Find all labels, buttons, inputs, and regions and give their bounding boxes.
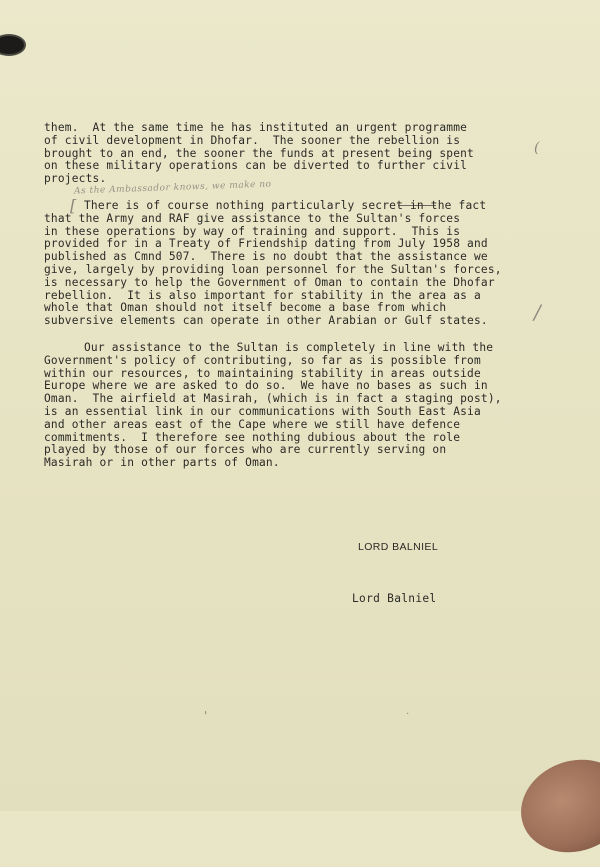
paragraph-3: [44, 342, 514, 470]
text-line: brought to an end, the sooner the funds at present being spent: [44, 146, 474, 160]
punch-hole: [0, 36, 24, 54]
letter-body: [44, 122, 514, 482]
text-line: rebellion. It is also important for stability in the area as a: [44, 288, 481, 302]
text-line: Oman. The airfield at Masirah, (which is in fact a staging post),: [44, 392, 502, 406]
bracket-mark: [: [70, 196, 77, 215]
text-line: Europe where we are asked to do so. We have no bases as such in: [44, 379, 488, 393]
handwritten-annotation: As the Ambassador knows, we make no: [73, 179, 272, 197]
margin-paren-mark: (: [534, 140, 540, 156]
thumb-in-frame: [508, 745, 600, 867]
text-line: is an essential link in our communications with South East Asia: [44, 404, 481, 418]
margin-slash-mark: /: [534, 300, 541, 324]
text-line: them. At the same time he has instituted an urgent programme: [44, 121, 468, 134]
paragraph-1: [44, 122, 514, 186]
text-line: Masirah or in other parts of Oman.: [44, 456, 280, 470]
text-line: in these operations by way of training and support. This is: [44, 224, 461, 238]
text-line: Government's policy of contributing, so far as is possible from: [44, 353, 481, 367]
text-line: played by those of our forces who are currently serving on: [44, 443, 447, 457]
text-line: within our resources, to maintaining stability in areas outside: [44, 366, 481, 380]
pencil-mark: ': [204, 709, 208, 723]
text-line: Our assistance to the Sultan is completely in line with the: [84, 340, 494, 354]
text-line: on these military operations can be diverted to further civil: [44, 159, 468, 173]
text-line: There is of course nothing particularly secret in the fact: [84, 198, 487, 212]
text-line: commitments. I therefore see nothing dubious about the role: [44, 430, 461, 444]
text-line: subversive elements can operate in other Arabian or Gulf states.: [44, 314, 488, 328]
pencil-mark-2: .: [406, 706, 410, 717]
text-line: that the Army and RAF give assistance to the Sultan's forces: [44, 211, 461, 225]
signature-typed: Lord Balniel: [352, 592, 437, 605]
text-line: give, largely by providing loan personnel for the Sultan's forces,: [44, 262, 502, 276]
text-line: whole that Oman should not itself become a base from which: [44, 301, 447, 315]
text-line: and other areas east of the Cape where we still have defence: [44, 417, 461, 431]
signature-caps: LORD BALNIEL: [358, 541, 439, 553]
text-line: of civil development in Dhofar. The sooner the rebellion is: [44, 133, 461, 147]
text-line: published as Cmnd 507. There is no doubt that the assistance we: [44, 250, 488, 264]
text-line: is necessary to help the Government of Oman to contain the Dhofar: [44, 275, 495, 289]
paragraph-2: [44, 200, 514, 328]
text-line: provided for in a Treaty of Friendship dating from July 1958 and: [44, 237, 488, 251]
text-line: projects.: [44, 172, 107, 186]
